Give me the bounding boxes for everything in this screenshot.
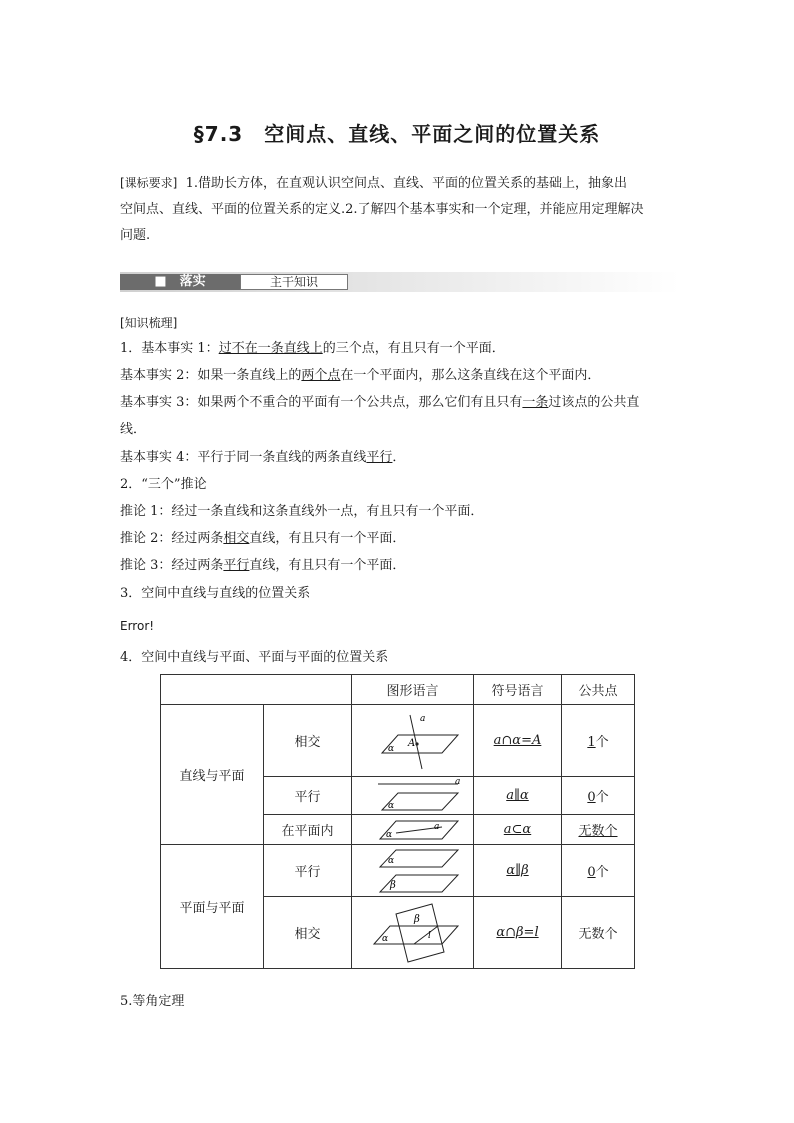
label-a: a [433, 821, 439, 832]
fact-4-underline: 平行 [366, 450, 393, 465]
group-line-plane: 直线与平面 [161, 705, 264, 845]
label-l: l [427, 930, 431, 941]
plane-parallel-figure [358, 847, 468, 895]
knowledge-header: [知识梳理] [120, 316, 178, 330]
inference-3-text-end: 直线，有且只有一个平面． [249, 558, 406, 573]
fact-2-underline: 两个点 [301, 368, 341, 383]
inference-2-text: 推论 2：经过两条 [120, 531, 224, 546]
label-alpha: α [385, 829, 392, 840]
figure-plane-intersect [352, 897, 474, 969]
label-a: a [454, 778, 460, 787]
group-plane-plane: 平面与平面 [161, 845, 264, 969]
count-unit: 个 [595, 865, 609, 880]
banner-label-right: 主干知识 [240, 274, 348, 290]
count-unit: 个 [595, 790, 609, 805]
label-beta: β [389, 879, 396, 891]
inference-3-underline: 平行 [223, 558, 250, 573]
count-value: 0 [587, 790, 596, 805]
count-unit: 无数个 [578, 927, 618, 942]
table-header-row [161, 675, 635, 705]
table-row [161, 705, 635, 777]
count-cell [562, 815, 635, 845]
fact-1-underline: 过不在一条直线上 [218, 341, 323, 356]
symbol-text: a∩α=A [493, 733, 542, 748]
error-text: Error! [120, 619, 155, 633]
inference-3-text: 推论 3：经过两条 [120, 558, 224, 573]
label-a: a [419, 713, 425, 724]
inference-3 [120, 558, 405, 574]
figure-plane-parallel [352, 845, 474, 897]
inference-2 [120, 531, 405, 547]
fact-3-underline: 一条 [522, 395, 549, 410]
symbol-text: α∩β=l [496, 925, 539, 940]
requirement-line-1: 1.借助长方体，在直观认识空间点、直线、平面的位置关系的基础上，抽象出 [185, 176, 628, 191]
count-value: 0 [587, 865, 596, 880]
label-A: A [407, 737, 415, 749]
requirement-line-3: 问题. [120, 228, 151, 243]
label-alpha: α [387, 743, 394, 754]
line-intersect-plane-figure [358, 711, 468, 771]
label-alpha: α [387, 855, 394, 866]
fact-3-text-end: 过该点的公共直 [548, 395, 640, 410]
count-cell [562, 845, 635, 897]
section-3-heading: 3．空间中直线与直线的位置关系 [120, 586, 311, 601]
page-title: §7.3 空间点、直线、平面之间的位置关系 [193, 122, 601, 146]
count-cell [562, 777, 635, 815]
relation-label: 平行 [264, 845, 352, 897]
figure-line-parallel-plane [352, 777, 474, 815]
symbol-cell [474, 705, 562, 777]
fact-3-continued: 线． [120, 422, 147, 437]
table-header-empty [161, 675, 352, 705]
relation-label: 相交 [264, 705, 352, 777]
symbol-text: a∥α [506, 788, 529, 803]
fact-2-text: 基本事实 2：如果一条直线上的 [120, 368, 302, 383]
banner-label-left: ■ 落实 [120, 274, 240, 290]
requirement-line-2: 空间点、直线、平面的位置关系的定义.2.了解四个基本事实和一个定理，并能应用定理解决 [120, 202, 644, 217]
table-row [161, 845, 635, 897]
line-parallel-plane-figure [358, 779, 468, 813]
symbol-text: a⊂α [503, 822, 532, 837]
figure-line-in-plane [352, 815, 474, 845]
symbol-cell [474, 815, 562, 845]
inference-1: 推论 1：经过一条直线和这条直线外一点，有且只有一个平面． [120, 504, 484, 519]
fact-3-text: 基本事实 3：如果两个不重合的平面有一个公共点，那么它们有且只有 [120, 395, 523, 410]
section-banner [120, 272, 680, 292]
course-requirement [120, 170, 680, 249]
fact-4 [120, 450, 405, 466]
inference-2-text-end: 直线，有且只有一个平面． [249, 531, 406, 546]
count-cell [562, 897, 635, 969]
relation-label: 在平面内 [264, 815, 352, 845]
fact-1-text: 1．基本事实 1： [120, 341, 219, 356]
section-4-heading: 4．空间中直线与平面、平面与平面的位置关系 [120, 650, 389, 665]
symbol-cell [474, 897, 562, 969]
count-cell [562, 705, 635, 777]
count-value: 无数个 [578, 824, 618, 839]
fact-4-text-end: ． [392, 450, 406, 465]
inference-2-underline: 相交 [223, 531, 250, 546]
section-2-heading: 2．“三个”推论 [120, 477, 207, 492]
fact-1 [120, 341, 505, 357]
plane-intersect-figure [358, 900, 468, 966]
symbol-cell [474, 777, 562, 815]
figure-line-intersect-plane [352, 705, 474, 777]
relation-table [160, 674, 635, 969]
label-alpha: α [387, 800, 394, 811]
count-value: 1 [587, 735, 596, 750]
section-5-heading: 5.等角定理 [120, 994, 185, 1009]
header-common-points: 公共点 [562, 675, 635, 705]
symbol-cell [474, 845, 562, 897]
label-alpha: α [381, 933, 388, 944]
header-symbol: 符号语言 [474, 675, 562, 705]
line-in-plane-figure [358, 818, 468, 842]
label-beta: β [413, 913, 420, 925]
header-figure: 图形语言 [352, 675, 474, 705]
fact-2-text-end: 在一个平面内，那么这条直线在这个平面内． [340, 368, 601, 383]
fact-3 [120, 395, 639, 411]
requirement-label: [课标要求] [120, 176, 178, 190]
fact-1-text-end: 的三个点，有且只有一个平面． [322, 341, 505, 356]
relation-label: 平行 [264, 777, 352, 815]
relation-label: 相交 [264, 897, 352, 969]
symbol-text: α∥β [506, 863, 529, 878]
count-unit: 个 [595, 735, 609, 750]
fact-2 [120, 368, 600, 384]
fact-4-text: 基本事实 4：平行于同一条直线的两条直线 [120, 450, 367, 465]
